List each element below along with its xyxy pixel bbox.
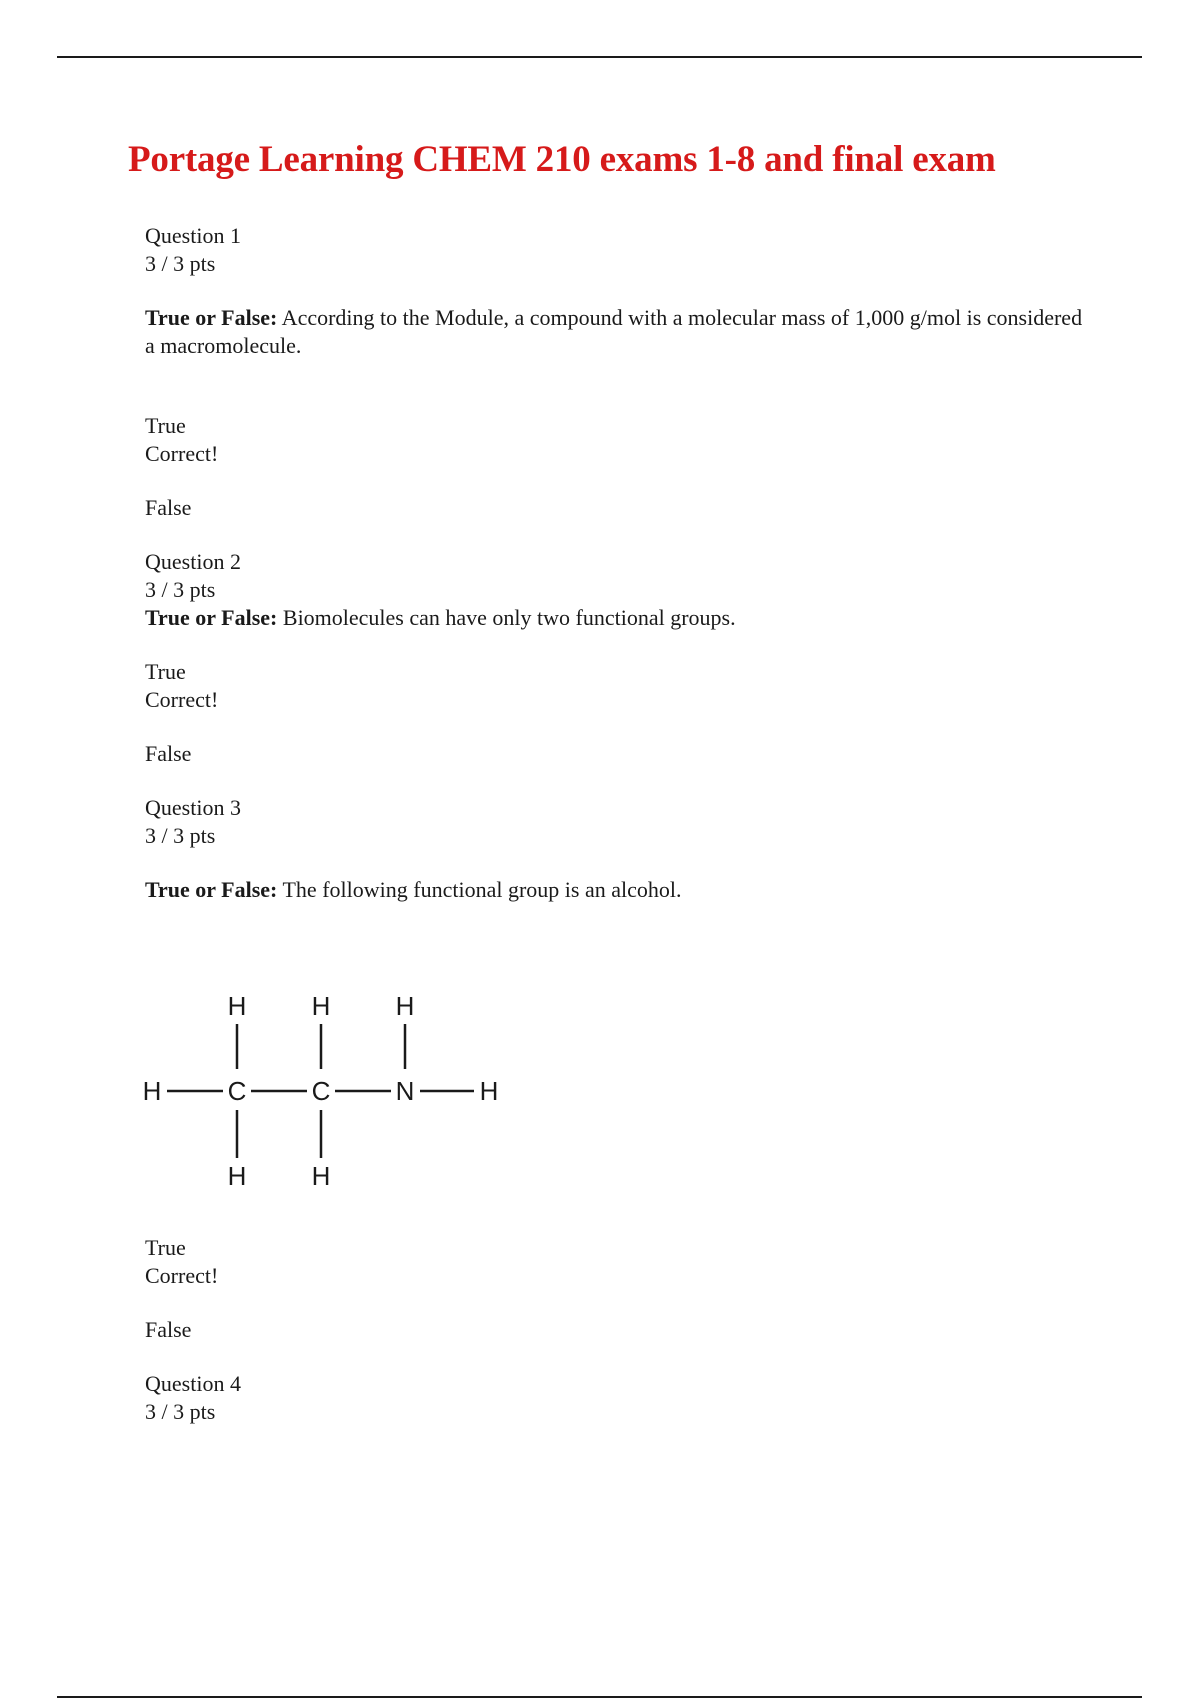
atom-n: N xyxy=(395,1076,415,1106)
answer-option-false[interactable]: False xyxy=(145,741,192,766)
prompt-label: True or False: xyxy=(145,305,278,330)
question-points: 3 / 3 pts xyxy=(145,577,216,602)
question-2 xyxy=(145,548,1085,794)
question-1 xyxy=(145,222,1085,548)
question-number: Question 1 xyxy=(145,223,241,248)
atom-h-left: H xyxy=(142,1076,162,1106)
answer-option-false[interactable]: False xyxy=(145,1317,192,1342)
prompt-label: True or False: xyxy=(145,877,278,902)
atom-c-1: C xyxy=(227,1076,247,1106)
question-prompt xyxy=(145,604,1085,632)
prompt-text: Biomolecules can have only two functional groups. xyxy=(277,605,736,630)
answer-feedback: Correct! xyxy=(145,441,219,466)
answer-option-true[interactable]: True xyxy=(145,413,186,438)
question-number: Question 3 xyxy=(145,795,241,820)
question-prompt xyxy=(145,304,1085,360)
answer-feedback: Correct! xyxy=(145,687,219,712)
top-rule xyxy=(57,56,1142,58)
question-number: Question 2 xyxy=(145,549,241,574)
prompt-text: According to the Module, a compound with a molecular mass of 1,000 g/mol is considered a macromolecule. xyxy=(145,305,1083,358)
atom-h-top-2: H xyxy=(311,991,331,1021)
answer-feedback: Correct! xyxy=(145,1263,219,1288)
document-title: Portage Learning CHEM 210 exams 1-8 and final exam xyxy=(128,139,996,180)
bottom-rule xyxy=(57,1696,1142,1698)
question-number: Question 4 xyxy=(145,1371,241,1396)
ethylamine-structure xyxy=(137,904,517,1234)
prompt-label: True or False: xyxy=(145,605,278,630)
atom-c-2: C xyxy=(311,1076,331,1106)
answer-option-true[interactable]: True xyxy=(145,659,186,684)
question-points: 3 / 3 pts xyxy=(145,1399,216,1424)
atom-h-bottom-2: H xyxy=(311,1161,331,1191)
atom-h-top-1: H xyxy=(227,991,247,1021)
question-points: 3 / 3 pts xyxy=(145,823,216,848)
answer-option-false[interactable]: False xyxy=(145,495,192,520)
atom-h-bottom-1: H xyxy=(227,1161,247,1191)
question-points: 3 / 3 pts xyxy=(145,251,216,276)
question-3 xyxy=(142,794,1085,1370)
atom-h-right: H xyxy=(479,1076,499,1106)
question-prompt xyxy=(145,876,1085,904)
question-4 xyxy=(145,1370,1085,1426)
atom-h-top-3: H xyxy=(395,991,415,1021)
answer-option-true[interactable]: True xyxy=(145,1235,186,1260)
prompt-text: The following functional group is an alcohol. xyxy=(277,877,682,902)
quiz-content xyxy=(142,222,1085,1426)
